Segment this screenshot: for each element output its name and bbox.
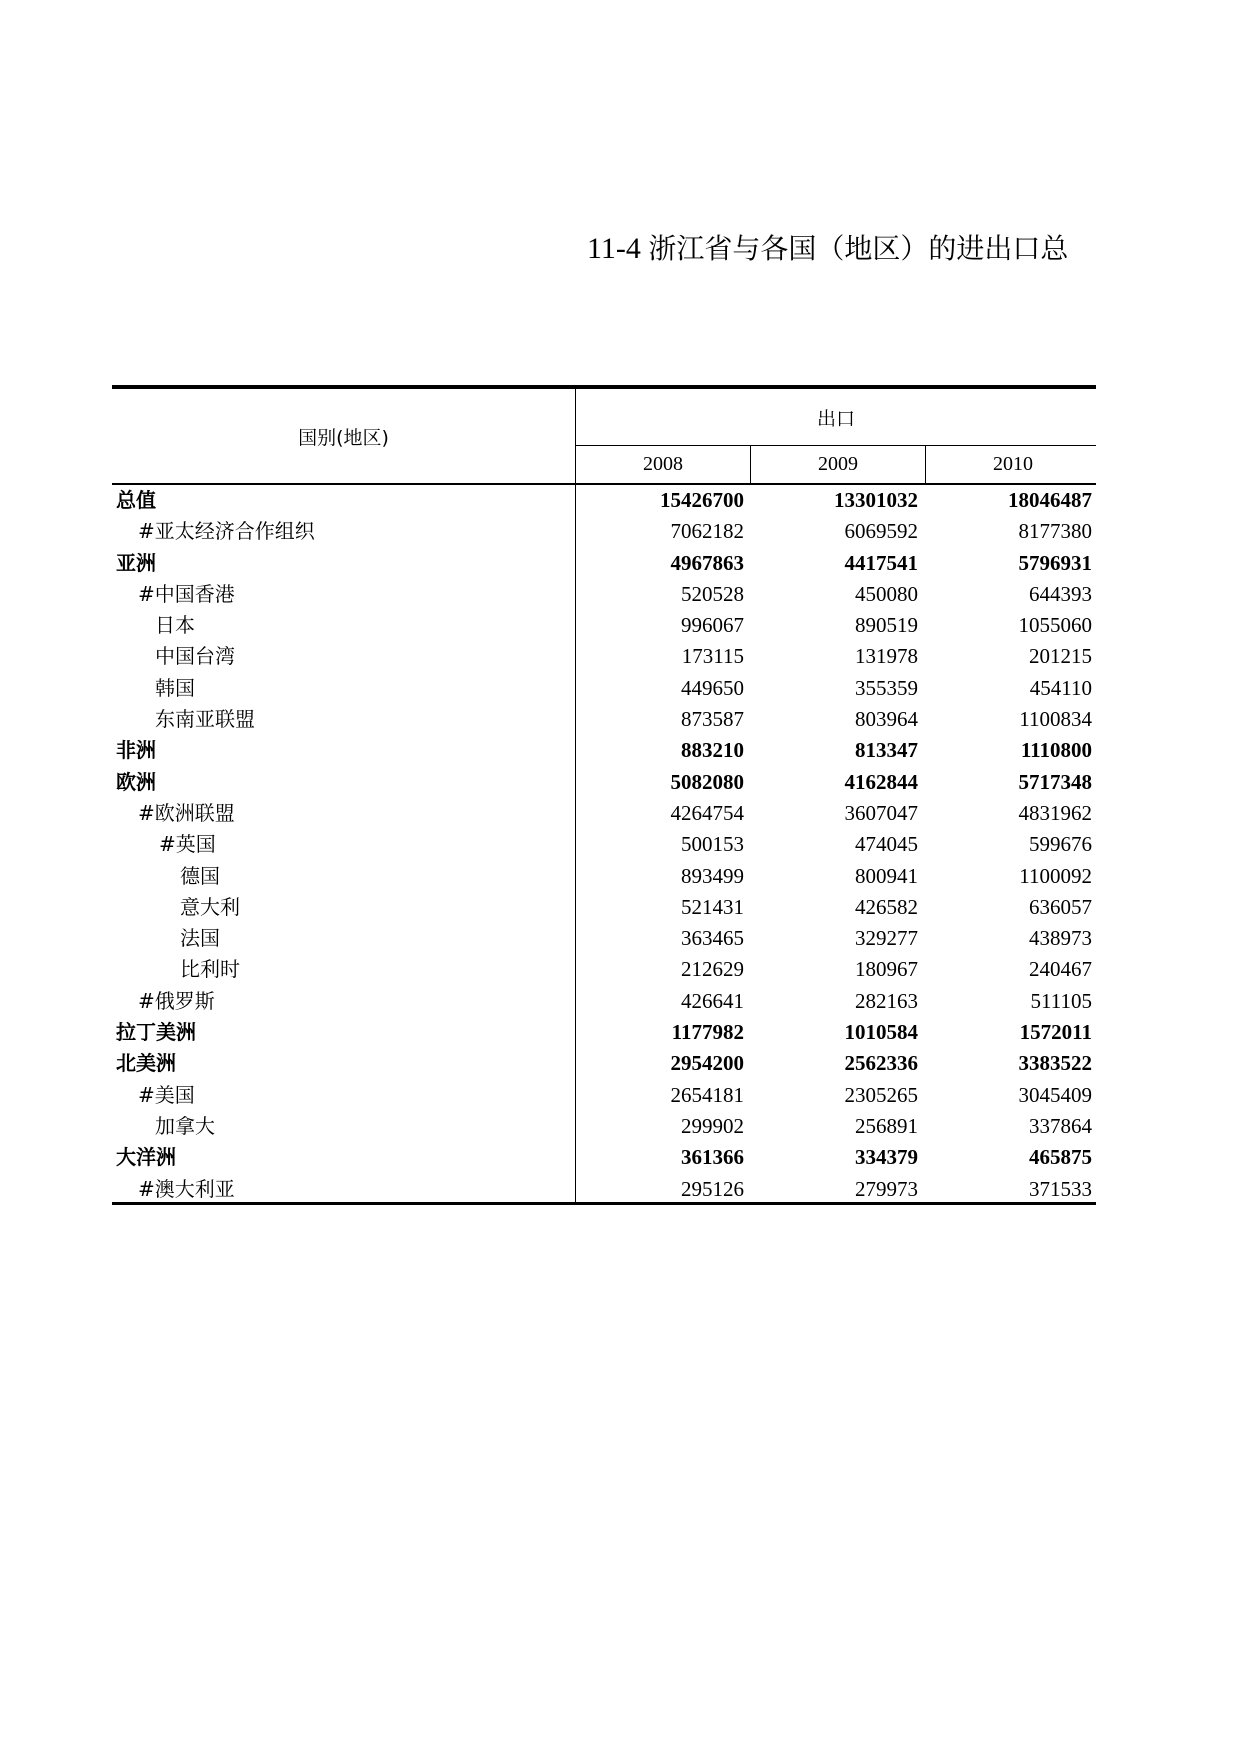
- cell-2009: 426582: [855, 894, 918, 919]
- cell-2010: 201215: [1029, 644, 1092, 669]
- cell-2008: 4264754: [670, 800, 744, 825]
- cell-2010: 599676: [1029, 832, 1092, 857]
- cell-2009: 282163: [855, 988, 918, 1013]
- cell-2009: 800941: [855, 863, 918, 888]
- page-title: [587, 226, 1096, 272]
- row-label: #美国: [138, 1082, 195, 1107]
- cell-2008: 996067: [681, 613, 744, 638]
- table-row: [112, 516, 1096, 547]
- cell-2008: 4967863: [670, 550, 744, 575]
- row-label: 比利时: [180, 957, 240, 982]
- table-row: [112, 923, 1096, 954]
- cell-2008: 521431: [681, 894, 744, 919]
- row-label: #欧洲联盟: [138, 800, 235, 825]
- cell-2010: 4831962: [1018, 800, 1092, 825]
- cell-2010: 511105: [1030, 988, 1092, 1013]
- cell-2009: 3607047: [844, 800, 918, 825]
- year-header-2010: 2010: [993, 453, 1033, 475]
- row-label: 加拿大: [155, 1113, 215, 1138]
- cell-2008: 212629: [681, 957, 744, 982]
- cell-2009: 131978: [855, 644, 918, 669]
- cell-2010: 5717348: [1018, 769, 1092, 794]
- cell-2008: 299902: [681, 1113, 744, 1138]
- cell-2009: 13301032: [834, 488, 918, 512]
- cell-2010: 1055060: [1018, 613, 1092, 638]
- cell-2009: 329277: [855, 926, 918, 951]
- cell-2008: 173115: [681, 644, 744, 669]
- cell-2010: 3045409: [1018, 1082, 1092, 1107]
- table-row: [112, 1174, 1096, 1205]
- cell-2008: 2654181: [670, 1082, 744, 1107]
- row-label: 亚洲: [116, 550, 156, 575]
- table-row: [112, 704, 1096, 735]
- cell-2009: 180967: [855, 957, 918, 982]
- cell-2009: 4162844: [844, 769, 918, 794]
- cell-2008: 15426700: [660, 488, 744, 512]
- cell-2008: 449650: [681, 675, 744, 700]
- table-row: [112, 1048, 1096, 1079]
- cell-2008: 295126: [681, 1176, 744, 1201]
- table-row: [112, 1017, 1096, 1048]
- cell-2010: 240467: [1029, 957, 1092, 982]
- table-row: [112, 610, 1096, 641]
- row-label: 德国: [180, 863, 220, 888]
- cell-2009: 2562336: [844, 1051, 918, 1076]
- cell-2009: 279973: [855, 1176, 918, 1201]
- table-row: [112, 1111, 1096, 1142]
- cell-2010: 644393: [1029, 581, 1092, 606]
- row-label: 东南亚联盟: [155, 707, 255, 732]
- year-header-2009: 2009: [818, 453, 858, 475]
- row-label: 拉丁美洲: [116, 1020, 196, 1045]
- cell-2009: 256891: [855, 1113, 918, 1138]
- cell-2009: 450080: [855, 581, 918, 606]
- cell-2010: 465875: [1029, 1145, 1092, 1170]
- table-row: [112, 954, 1096, 985]
- table-header: [112, 389, 1096, 483]
- table-row: [112, 641, 1096, 672]
- cell-2009: 803964: [855, 707, 918, 732]
- cell-2010: 3383522: [1018, 1051, 1092, 1076]
- row-label: 日本: [155, 613, 195, 638]
- cell-2010: 636057: [1029, 894, 1092, 919]
- cell-2010: 337864: [1029, 1113, 1092, 1138]
- cell-2008: 883210: [681, 738, 744, 763]
- table-row: [112, 892, 1096, 923]
- cell-2009: 6069592: [844, 519, 918, 544]
- country-column-header: 国别(地区): [298, 426, 389, 449]
- table-row: [112, 1142, 1096, 1173]
- cell-2009: 813347: [855, 738, 918, 763]
- cell-2009: 4417541: [844, 550, 918, 575]
- cell-2008: 426641: [681, 988, 744, 1013]
- cell-2008: 7062182: [670, 519, 744, 544]
- table-row: [112, 1080, 1096, 1111]
- cell-2008: 520528: [681, 581, 744, 606]
- row-label: 韩国: [155, 675, 195, 700]
- year-header-2008: 2008: [643, 453, 683, 475]
- cell-2010: 371533: [1029, 1176, 1092, 1201]
- row-label: 大洋洲: [116, 1145, 176, 1170]
- row-label: 总值: [116, 488, 156, 512]
- table-bottom-rule: [112, 1202, 1096, 1205]
- cell-2008: 500153: [681, 832, 744, 857]
- table-row: [112, 767, 1096, 798]
- cell-2010: 1110800: [1020, 738, 1092, 763]
- cell-2010: 1572011: [1019, 1020, 1092, 1045]
- table-body: [112, 485, 1096, 1205]
- row-label: 北美洲: [116, 1051, 176, 1076]
- table-row: [112, 798, 1096, 829]
- table-row: [112, 735, 1096, 766]
- table-row: [112, 579, 1096, 610]
- cell-2008: 5082080: [670, 769, 744, 794]
- row-label: 法国: [180, 926, 220, 951]
- title-text: 浙江省与各国（地区）的进出口总: [648, 232, 1069, 265]
- cell-2009: 1010584: [844, 1020, 918, 1045]
- table-row: [112, 673, 1096, 704]
- cell-2008: 2954200: [670, 1051, 744, 1076]
- row-label: 中国台湾: [155, 644, 235, 669]
- cell-2008: 361366: [681, 1145, 744, 1170]
- cell-2010: 454110: [1029, 675, 1092, 700]
- cell-2009: 474045: [855, 832, 918, 857]
- cell-2008: 873587: [681, 707, 744, 732]
- export-group-header: 出口: [816, 407, 855, 430]
- row-label: #俄罗斯: [138, 988, 215, 1013]
- table-row: [112, 986, 1096, 1017]
- cell-2009: 355359: [855, 675, 918, 700]
- cell-2008: 893499: [681, 863, 744, 888]
- cell-2008: 1177982: [671, 1020, 744, 1045]
- row-label: #澳大利亚: [138, 1176, 235, 1201]
- table-row: [112, 548, 1096, 579]
- cell-2010: 1100092: [1019, 863, 1092, 888]
- table-row: [112, 829, 1096, 860]
- cell-2010: 8177380: [1018, 519, 1092, 544]
- row-label: #亚太经济合作组织: [138, 519, 315, 544]
- row-label: 欧洲: [116, 769, 156, 794]
- title-prefix: 11-4: [587, 232, 649, 265]
- row-label: 意大利: [180, 894, 240, 919]
- cell-2010: 438973: [1029, 926, 1092, 951]
- cell-2008: 363465: [681, 926, 744, 951]
- row-label: #英国: [159, 832, 216, 857]
- cell-2009: 890519: [855, 613, 918, 638]
- table-row: [112, 485, 1096, 516]
- cell-2010: 5796931: [1018, 550, 1092, 575]
- cell-2009: 2305265: [844, 1082, 918, 1107]
- row-label: #中国香港: [138, 581, 235, 606]
- cell-2009: 334379: [855, 1145, 918, 1170]
- table-row: [112, 861, 1096, 892]
- cell-2010: 18046487: [1008, 488, 1092, 512]
- row-label: 非洲: [116, 738, 156, 763]
- cell-2010: 1100834: [1019, 707, 1092, 732]
